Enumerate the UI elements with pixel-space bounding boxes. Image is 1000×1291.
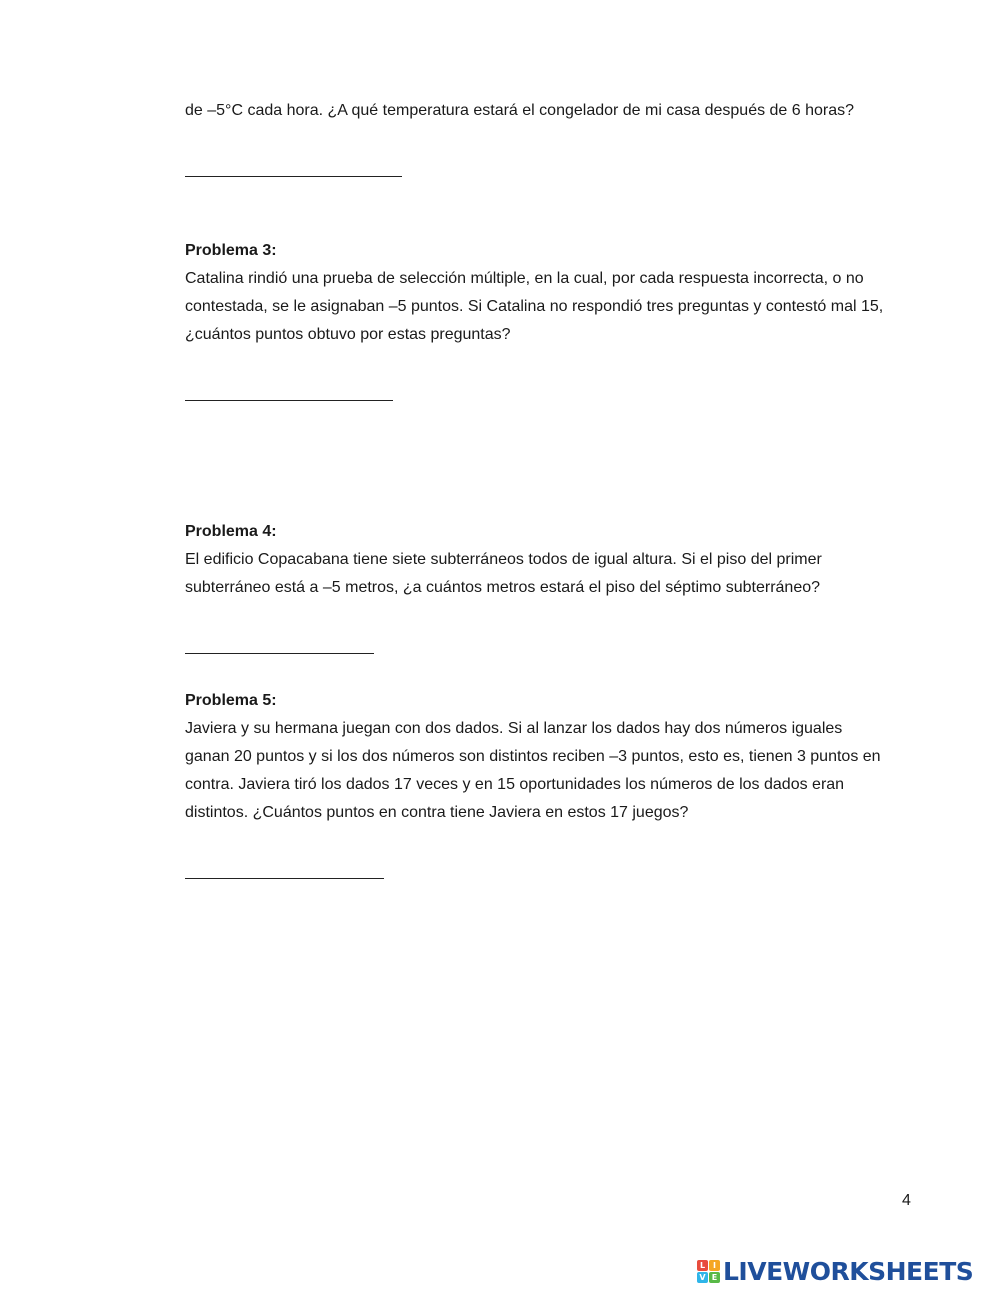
problem-3-line-1: Catalina rindió una prueba de selección múltiple, en la cual, por cada respuesta incorrecta, o no <box>185 270 864 287</box>
problem-4-line-1: El edificio Copacabana tiene siete subterráneos todos de igual altura. Si el piso del primer <box>185 551 822 568</box>
logo-text: LIVEWORKSHEETS <box>723 1256 974 1286</box>
answer-blank-problem-4[interactable] <box>185 653 374 654</box>
problem-3-heading: Problema 3: <box>185 242 277 259</box>
logo-tile-v: V <box>697 1272 708 1283</box>
answer-blank-problem-3[interactable] <box>185 400 393 401</box>
problem-5-line-2: ganan 20 puntos y si los dos números son distintos reciben –3 puntos, esto es, tienen 3 puntos en <box>185 748 881 765</box>
problem-5-line-1: Javiera y su hermana juegan con dos dados. Si al lanzar los dados hay dos números iguales <box>185 720 843 737</box>
problem-5-heading: Problema 5: <box>185 692 277 709</box>
logo-tile-e: E <box>709 1272 720 1283</box>
problem-5-line-4: distintos. ¿Cuántos puntos en contra tiene Javiera en estos 17 juegos? <box>185 804 689 821</box>
problem-3-line-2: contestada, se le asignaban –5 puntos. Si Catalina no respondió tres preguntas y contestó mal 15, <box>185 298 884 315</box>
logo-tile-i: I <box>709 1260 720 1271</box>
answer-blank-problem-2[interactable] <box>185 176 402 177</box>
intro-question-line: de –5°C cada hora. ¿A qué temperatura estará el congelador de mi casa después de 6 horas? <box>185 102 855 119</box>
liveworksheets-logo-icon <box>697 1260 720 1283</box>
logo-tile-l: L <box>697 1260 708 1271</box>
problem-3-line-3: ¿cuántos puntos obtuvo por estas preguntas? <box>185 326 511 343</box>
problem-5-line-3: contra. Javiera tiró los dados 17 veces y en 15 oportunidades los números de los dados eran <box>185 776 845 793</box>
liveworksheets-logo[interactable] <box>697 1254 973 1288</box>
problem-4-line-2: subterráneo está a –5 metros, ¿a cuántos metros estará el piso del séptimo subterráneo? <box>185 579 821 596</box>
problem-4-heading: Problema 4: <box>185 523 277 540</box>
page-number: 4 <box>902 1192 911 1209</box>
answer-blank-problem-5[interactable] <box>185 878 384 879</box>
